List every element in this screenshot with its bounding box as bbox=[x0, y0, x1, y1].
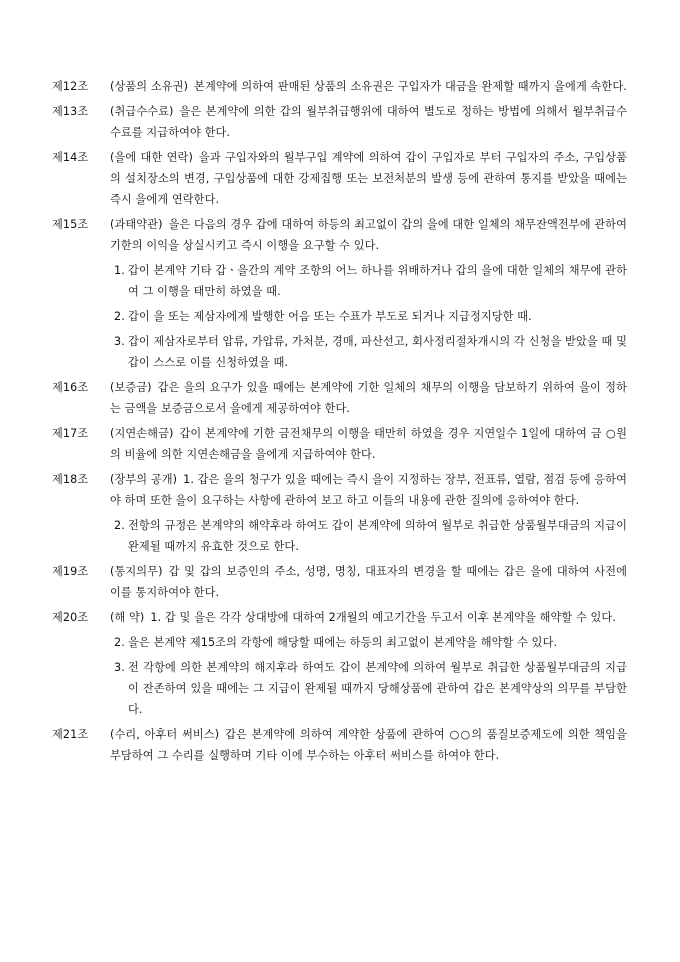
article-body bbox=[110, 423, 627, 465]
article-number: 제16조 bbox=[52, 381, 89, 394]
article-title: (수리, 아후터 써비스) bbox=[110, 728, 220, 741]
article-number: 제17조 bbox=[52, 427, 89, 440]
article bbox=[52, 423, 627, 465]
article-text: 1. 갑은 을의 청구가 있을 때에는 즉시 을이 지정하는 장부, 전표류, 열람, 점검 등에 응하여야 하며 또한 을이 요구하는 사항에 관하여 보고 하고 이들의 내용에 관한 질의에 응하여야 한다. bbox=[110, 473, 627, 507]
contract-document bbox=[52, 76, 627, 770]
article-number: 제19조 bbox=[52, 565, 89, 578]
article bbox=[52, 561, 627, 603]
article bbox=[52, 377, 627, 419]
article-title: (통지의무) bbox=[110, 565, 163, 578]
clause-text: 갑이 을 또는 제삼자에게 발행한 어음 또는 수표가 부도로 되거나 지급정지당한 때. bbox=[128, 310, 532, 323]
article-title: (취급수수료) bbox=[110, 105, 174, 118]
article-number: 제13조 bbox=[52, 105, 89, 118]
article-text: 갑은 본계약에 의하여 계약한 상품에 관하여 ○○의 품질보증제도에 의한 책임을 부담하여 그 수리를 실행하며 기타 이에 부수하는 아후터 써비스를 하여야 한다. bbox=[110, 728, 627, 762]
article-number: 제12조 bbox=[52, 80, 89, 93]
article-number: 제14조 bbox=[52, 151, 89, 164]
article-body bbox=[110, 377, 627, 419]
article-title: (상품의 소유권) bbox=[110, 80, 189, 93]
article-text: 본계약에 의하여 판매된 상품의 소유권은 구입자가 대금을 완제할 때까지 을에게 속한다. bbox=[194, 80, 627, 93]
article-title: (해 약) bbox=[110, 611, 145, 624]
clause-text: 전 각항에 의한 본계약의 해지후라 하여도 갑이 본계약에 의하여 월부로 취급한 상품월부대금의 지급이 잔존하여 있을 때에는 그 지급이 완제될 때까지 당해상품에 관하여 갑은 본계약상의 의무를 부담한다. bbox=[128, 661, 627, 716]
article-body bbox=[110, 724, 627, 766]
article-text: 을과 구입자와의 월부구입 계약에 의하여 갑이 구입자로 부터 구입자의 주소, 구입상품의 설치장소의 변경, 구입상품에 대한 강제집행 또는 보전처분의 발생 등에 관하여 통지를 받았을 때에는 즉시 을에게 연락한다. bbox=[110, 151, 628, 206]
clause-number: 2. bbox=[114, 310, 125, 323]
article bbox=[52, 76, 627, 97]
article bbox=[52, 147, 627, 210]
clause-text: 을은 본계약 제15조의 각항에 해당할 때에는 하등의 최고없이 본계약을 해약할 수 있다. bbox=[128, 636, 558, 649]
clause-text: 전항의 규정은 본계약의 해약후라 하여도 갑이 본계약에 의하여 월부로 취급한 상품월부대금의 지급이 완제될 때까지 유효한 것으로 한다. bbox=[128, 519, 627, 553]
article-title: (지연손해금) bbox=[110, 427, 174, 440]
clause-text: 갑이 제삼자로부터 압류, 가압류, 가처분, 경매, 파산선고, 회사정리절차개시의 각 신청을 받았을 때 및 갑이 스스로 이를 신청하였을 때. bbox=[128, 335, 627, 369]
article-title: (장부의 공개) bbox=[110, 473, 178, 486]
article-body bbox=[110, 469, 627, 511]
article-text: 을은 본계약에 의한 갑의 월부취급행위에 대하여 별도로 정하는 방법에 의해서 월부취급수수료를 지급하여야 한다. bbox=[110, 105, 627, 139]
clause-number: 3. bbox=[114, 335, 125, 348]
article bbox=[52, 101, 627, 143]
article-title: (보증금) bbox=[110, 381, 152, 394]
article-number: 제15조 bbox=[52, 218, 89, 231]
article bbox=[52, 214, 627, 256]
article-title: (을에 대한 연락) bbox=[110, 151, 193, 164]
article-text: 갑은 을의 요구가 있을 때에는 본계약에 기한 일체의 채무의 이행을 담보하기 위하여 을이 정하는 금액을 보증금으로서 을에게 제공하여야 한다. bbox=[110, 381, 627, 415]
article-text: 갑 및 갑의 보증인의 주소, 성명, 명칭, 대표자의 변경을 할 때에는 갑은 을에 대하여 사전에 이를 통지하여야 한다. bbox=[110, 565, 627, 599]
clause-number: 2. bbox=[114, 636, 125, 649]
article-text: 1. 갑 및 을은 각각 상대방에 대하여 2개월의 예고기간을 두고서 이후 본계약을 해약할 수 있다. bbox=[150, 611, 616, 624]
article-clause bbox=[114, 306, 627, 327]
article-clause bbox=[114, 331, 627, 373]
article bbox=[52, 607, 627, 628]
article-body bbox=[110, 101, 627, 143]
article-body bbox=[110, 561, 627, 603]
clause-text: 갑이 본계약 기타 갑ㆍ을간의 계약 조항의 어느 하나를 위배하거나 갑의 을에 대한 일체의 채무에 관하여 그 이행을 태만히 하였을 때. bbox=[128, 264, 627, 298]
article-number: 제21조 bbox=[52, 728, 89, 741]
article bbox=[52, 724, 627, 766]
article-text: 갑이 본계약에 기한 금전채무의 이행을 태만히 하였을 경우 지연일수 1일에 대하여 금 ○원의 비율에 의한 지연손해금을 을에게 지급하여야 한다. bbox=[110, 427, 627, 461]
article-title: (과태약관) bbox=[110, 218, 163, 231]
article-body bbox=[110, 76, 627, 97]
article-number: 제20조 bbox=[52, 611, 89, 624]
clause-number: 3. bbox=[114, 661, 125, 674]
article-clause bbox=[114, 632, 627, 653]
clause-number: 1. bbox=[114, 264, 125, 277]
article-number: 제18조 bbox=[52, 473, 89, 486]
article-body bbox=[110, 607, 627, 628]
article bbox=[52, 469, 627, 511]
article-body bbox=[110, 214, 627, 256]
article-body bbox=[110, 147, 627, 210]
article-clause bbox=[114, 260, 627, 302]
article-clause bbox=[114, 515, 627, 557]
article-text: 을은 다음의 경우 갑에 대하여 하등의 최고없이 갑의 을에 대한 일체의 채무잔액전부에 관하여 기한의 이익을 상실시키고 즉시 이행을 요구할 수 있다. bbox=[110, 218, 627, 252]
clause-number: 2. bbox=[114, 519, 125, 532]
article-clause bbox=[114, 657, 627, 720]
